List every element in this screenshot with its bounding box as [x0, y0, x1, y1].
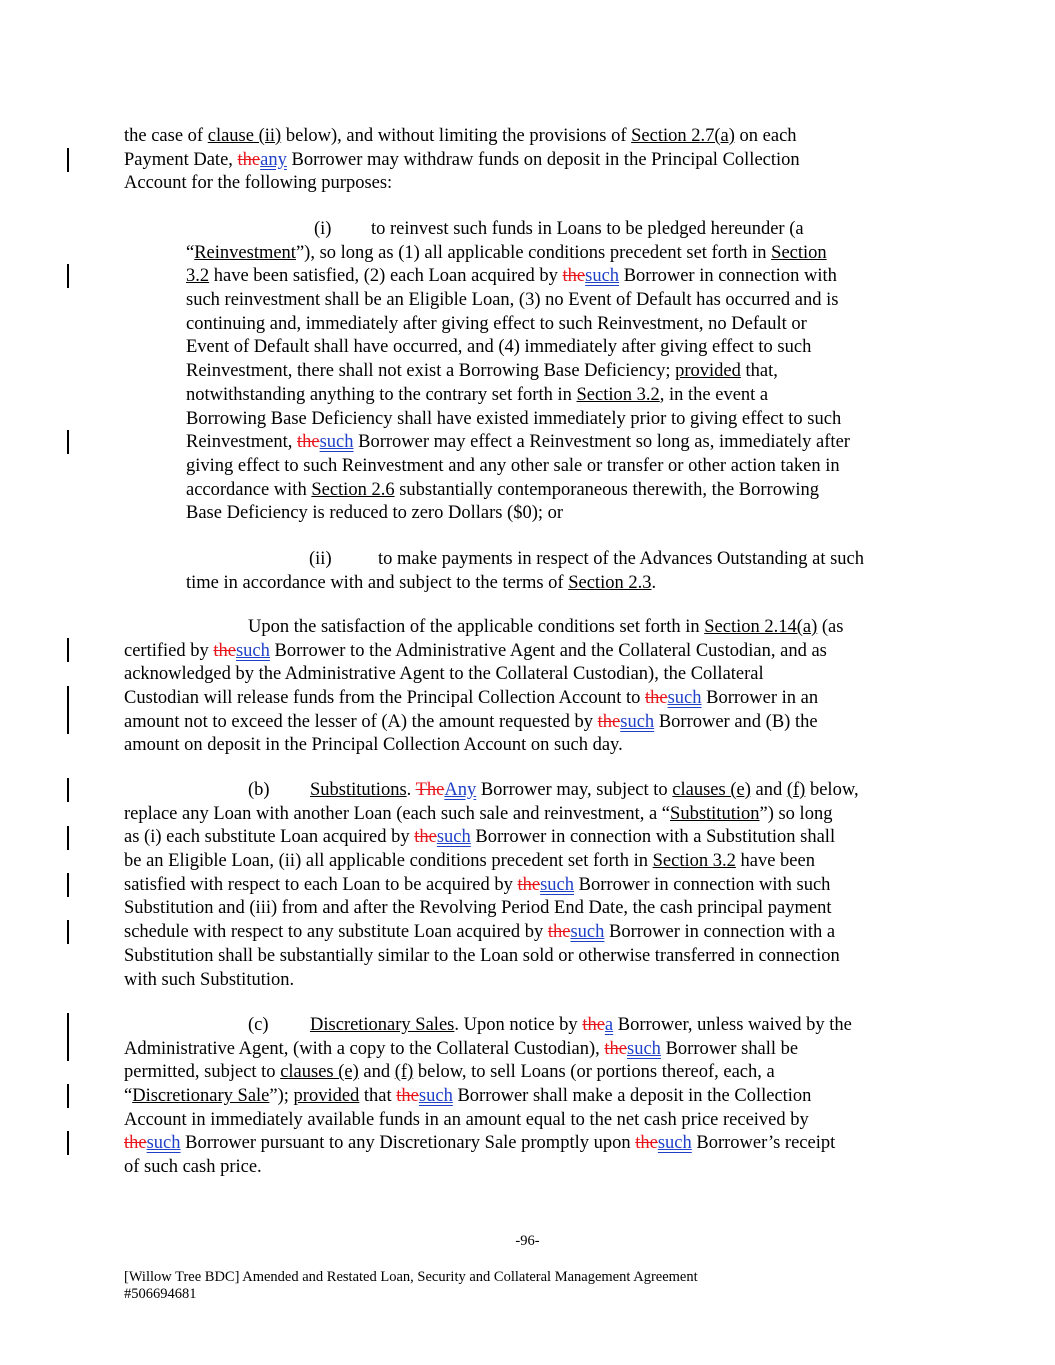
text-line: accordance with Section 2.6 substantially contemporaneous therewith, the Borrowing	[186, 479, 819, 500]
section-reference: Section	[771, 242, 827, 263]
change-bar	[67, 826, 69, 850]
text-line: amount on deposit in the Principal Collection Account on such day.	[124, 735, 623, 756]
inserted-text: any	[260, 149, 287, 170]
text-line: Base Deficiency is reduced to zero Dollars ($0); or	[186, 503, 564, 524]
inserted-text: such	[585, 266, 620, 287]
clause-i-marker: (i)	[314, 219, 332, 239]
clause-reference: (f)	[786, 780, 806, 800]
inserted-text: such	[627, 1038, 661, 1059]
inserted-text: such	[319, 432, 354, 453]
text-line: Upon the satisfaction of the applicable conditions set forth in Section 2.14(a) (as	[248, 617, 844, 637]
text-line: Substitution shall be substantially similar to the Loan sold or otherwise transferred in connection	[124, 945, 840, 966]
text-line: as (i) each substitute Loan acquired by thesuch Borrower in connection with a Substitution shall	[124, 827, 836, 848]
change-bar	[67, 778, 69, 802]
text-line: “Discretionary Sale”); provided that thesuch Borrower shall make a deposit in the Collection	[124, 1086, 812, 1107]
defined-term: Reinvestment	[194, 242, 296, 263]
change-bar	[67, 638, 69, 662]
inserted-text: such	[146, 1133, 181, 1154]
change-bar	[67, 1013, 69, 1061]
release-paragraph	[124, 616, 925, 758]
text-line: the case of clause (ii) below), and without limiting the provisions of Section 2.7(a) on each	[124, 126, 797, 146]
footer-title: [Willow Tree BDC] Amended and Restated Loan, Security and Collateral Management Agreement	[124, 1269, 698, 1285]
deleted-text: the	[597, 711, 621, 732]
inserted-text: such	[235, 640, 270, 661]
section-heading: Discretionary Sales	[310, 1015, 455, 1035]
text-line: acknowledged by the Administrative Agent to the Collateral Custodian), the Collateral	[124, 664, 764, 685]
section-heading: Substitutions	[310, 780, 407, 800]
provided-term: provided	[293, 1086, 360, 1107]
inserted-text: such	[418, 1086, 453, 1107]
change-bar	[67, 686, 69, 734]
text-line: replace any Loan with another Loan (each such sale and reinvestment, a “Substitution”) so long	[124, 803, 833, 824]
text-line: Account for the following purposes:	[124, 173, 393, 194]
substitutions-paragraph	[124, 779, 925, 992]
text-line: to reinvest such funds in Loans to be pledged hereunder (a	[371, 219, 804, 239]
inserted-text: such	[436, 827, 471, 848]
inserted-text: such	[667, 688, 702, 709]
text-line: with such Substitution.	[124, 969, 295, 990]
change-bar	[67, 873, 69, 897]
text-line: schedule with respect to any substitute Loan acquired by thesuch Borrower in connection with a	[124, 922, 836, 943]
inserted-text: Any	[444, 780, 477, 800]
text-line: Event of Default shall have occurred, and (4) immediately after giving effect to such	[186, 337, 812, 358]
text-line: be an Eligible Loan, (ii) all applicable conditions precedent set forth in Section 3.2 have been	[124, 851, 815, 872]
section-reference: Section 2.6	[311, 479, 395, 500]
text-line: certified by thesuch Borrower to the Administrative Agent and the Collateral Custodian, and as	[124, 640, 827, 661]
section-reference: Section 2.7(a)	[631, 126, 735, 146]
text-line: 3.2 have been satisfied, (2) each Loan acquired by thesuch Borrower in connection with	[186, 266, 837, 287]
text-line: “Reinvestment”), so long as (1) all applicable conditions precedent set forth in Section	[186, 242, 827, 263]
change-bar	[67, 148, 69, 172]
footer-doc-id: #506694681	[124, 1286, 197, 1302]
clause-ii-paragraph	[186, 548, 925, 595]
discretionary-sales-paragraph	[124, 1014, 925, 1180]
deleted-text: the	[644, 688, 668, 709]
defined-term: Discretionary Sale	[132, 1086, 270, 1107]
inserted-text: such	[540, 874, 575, 895]
deleted-text: the	[635, 1133, 658, 1154]
text-line: Account in immediately available funds in an amount equal to the net cash price received by	[124, 1109, 809, 1130]
text-line: Payment Date, theany Borrower may withdraw funds on deposit in the Principal Collection	[124, 149, 800, 170]
text-line: Substitution and (iii) from and after the Revolving Period End Date, the cash principal payment	[124, 898, 832, 919]
text-line: Reinvestment, thesuch Borrower may effect a Reinvestment so long as, immediately after	[186, 432, 850, 453]
text-line: Administrative Agent, (with a copy to the Collateral Custodian), thesuch Borrower shall be	[124, 1038, 799, 1059]
change-bar	[67, 264, 69, 288]
page-number: -96-	[515, 1233, 540, 1249]
text-line: amount not to exceed the lesser of (A) the amount requested by thesuch Borrower and (B) the	[124, 711, 818, 732]
deleted-text: the	[562, 266, 586, 287]
section-reference: 3.2	[186, 266, 210, 287]
text-line: thesuch Borrower pursuant to any Discretionary Sale promptly upon thesuch Borrower’s receipt	[124, 1133, 836, 1154]
section-c-marker: (c)	[248, 1015, 269, 1035]
clause-ii-marker: (ii)	[309, 549, 332, 569]
deleted-text: the	[296, 432, 320, 453]
inserted-text: such	[570, 922, 605, 943]
deleted-text: the	[604, 1038, 628, 1059]
text-line: Discretionary Sales. Upon notice by thea Borrower, unless waived by the	[310, 1015, 852, 1035]
intro-paragraph	[124, 125, 925, 196]
text-line: of such cash price.	[124, 1157, 262, 1178]
text-line: time in accordance with and subject to the terms of Section 2.3.	[186, 572, 657, 593]
deleted-text: the	[547, 922, 571, 943]
provided-term: provided	[675, 361, 741, 382]
change-bar	[67, 920, 69, 944]
section-reference: Section 3.2	[652, 851, 736, 872]
section-reference: Section 2.3	[568, 572, 652, 593]
text-line: Borrowing Base Deficiency shall have existed immediately prior to giving effect to such	[186, 408, 842, 429]
deleted-text: the	[582, 1015, 605, 1035]
deleted-text: the	[517, 874, 541, 895]
defined-term: Substitution	[670, 803, 760, 824]
inserted-text: such	[657, 1133, 692, 1154]
deleted-text: the	[396, 1086, 419, 1107]
text-line: Reinvestment, there shall not exist a Borrowing Base Deficiency; provided that,	[186, 361, 778, 382]
clause-reference: clause (ii)	[207, 126, 282, 146]
text-line: to make payments in respect of the Advances Outstanding at such	[378, 549, 865, 569]
clause-reference: clauses (e)	[280, 1062, 359, 1083]
clause-reference: (f)	[394, 1062, 414, 1083]
text-line: giving effect to such Reinvestment and any other sale or transfer or other action taken in	[186, 455, 840, 476]
text-line: Custodian will release funds from the Principal Collection Account to thesuch Borrower in an	[124, 688, 819, 709]
change-bar	[67, 1131, 69, 1155]
deleted-text: the	[213, 640, 236, 661]
text-line: satisfied with respect to each Loan to be acquired by thesuch Borrower in connection with such	[124, 874, 831, 895]
section-b-marker: (b)	[248, 780, 270, 800]
deleted-text: the	[237, 149, 261, 170]
text-line: continuing and, immediately after giving effect to such Reinvestment, no Default or	[186, 313, 807, 334]
text-line: Substitutions. TheAny Borrower may, subject to clauses (e) and (f) below,	[310, 780, 859, 800]
section-reference: Section 3.2	[576, 384, 660, 405]
inserted-text: a	[604, 1015, 614, 1035]
text-line: permitted, subject to clauses (e) and (f) below, to sell Loans (or portions thereof, each, a	[124, 1062, 775, 1083]
deleted-text: the	[414, 827, 437, 848]
clause-i-paragraph	[186, 218, 925, 526]
inserted-text: such	[620, 711, 655, 732]
section-reference: Section 2.14(a)	[704, 617, 818, 637]
deleted-text: the	[124, 1133, 147, 1154]
clause-reference: clauses (e)	[672, 780, 751, 800]
deleted-text: The	[415, 780, 445, 800]
change-bar	[67, 430, 69, 454]
text-line: such reinvestment shall be an Eligible Loan, (3) no Event of Default has occurred and is	[186, 290, 839, 311]
change-bar	[67, 1084, 69, 1108]
text-line: notwithstanding anything to the contrary set forth in Section 3.2, in the event a	[186, 384, 769, 405]
